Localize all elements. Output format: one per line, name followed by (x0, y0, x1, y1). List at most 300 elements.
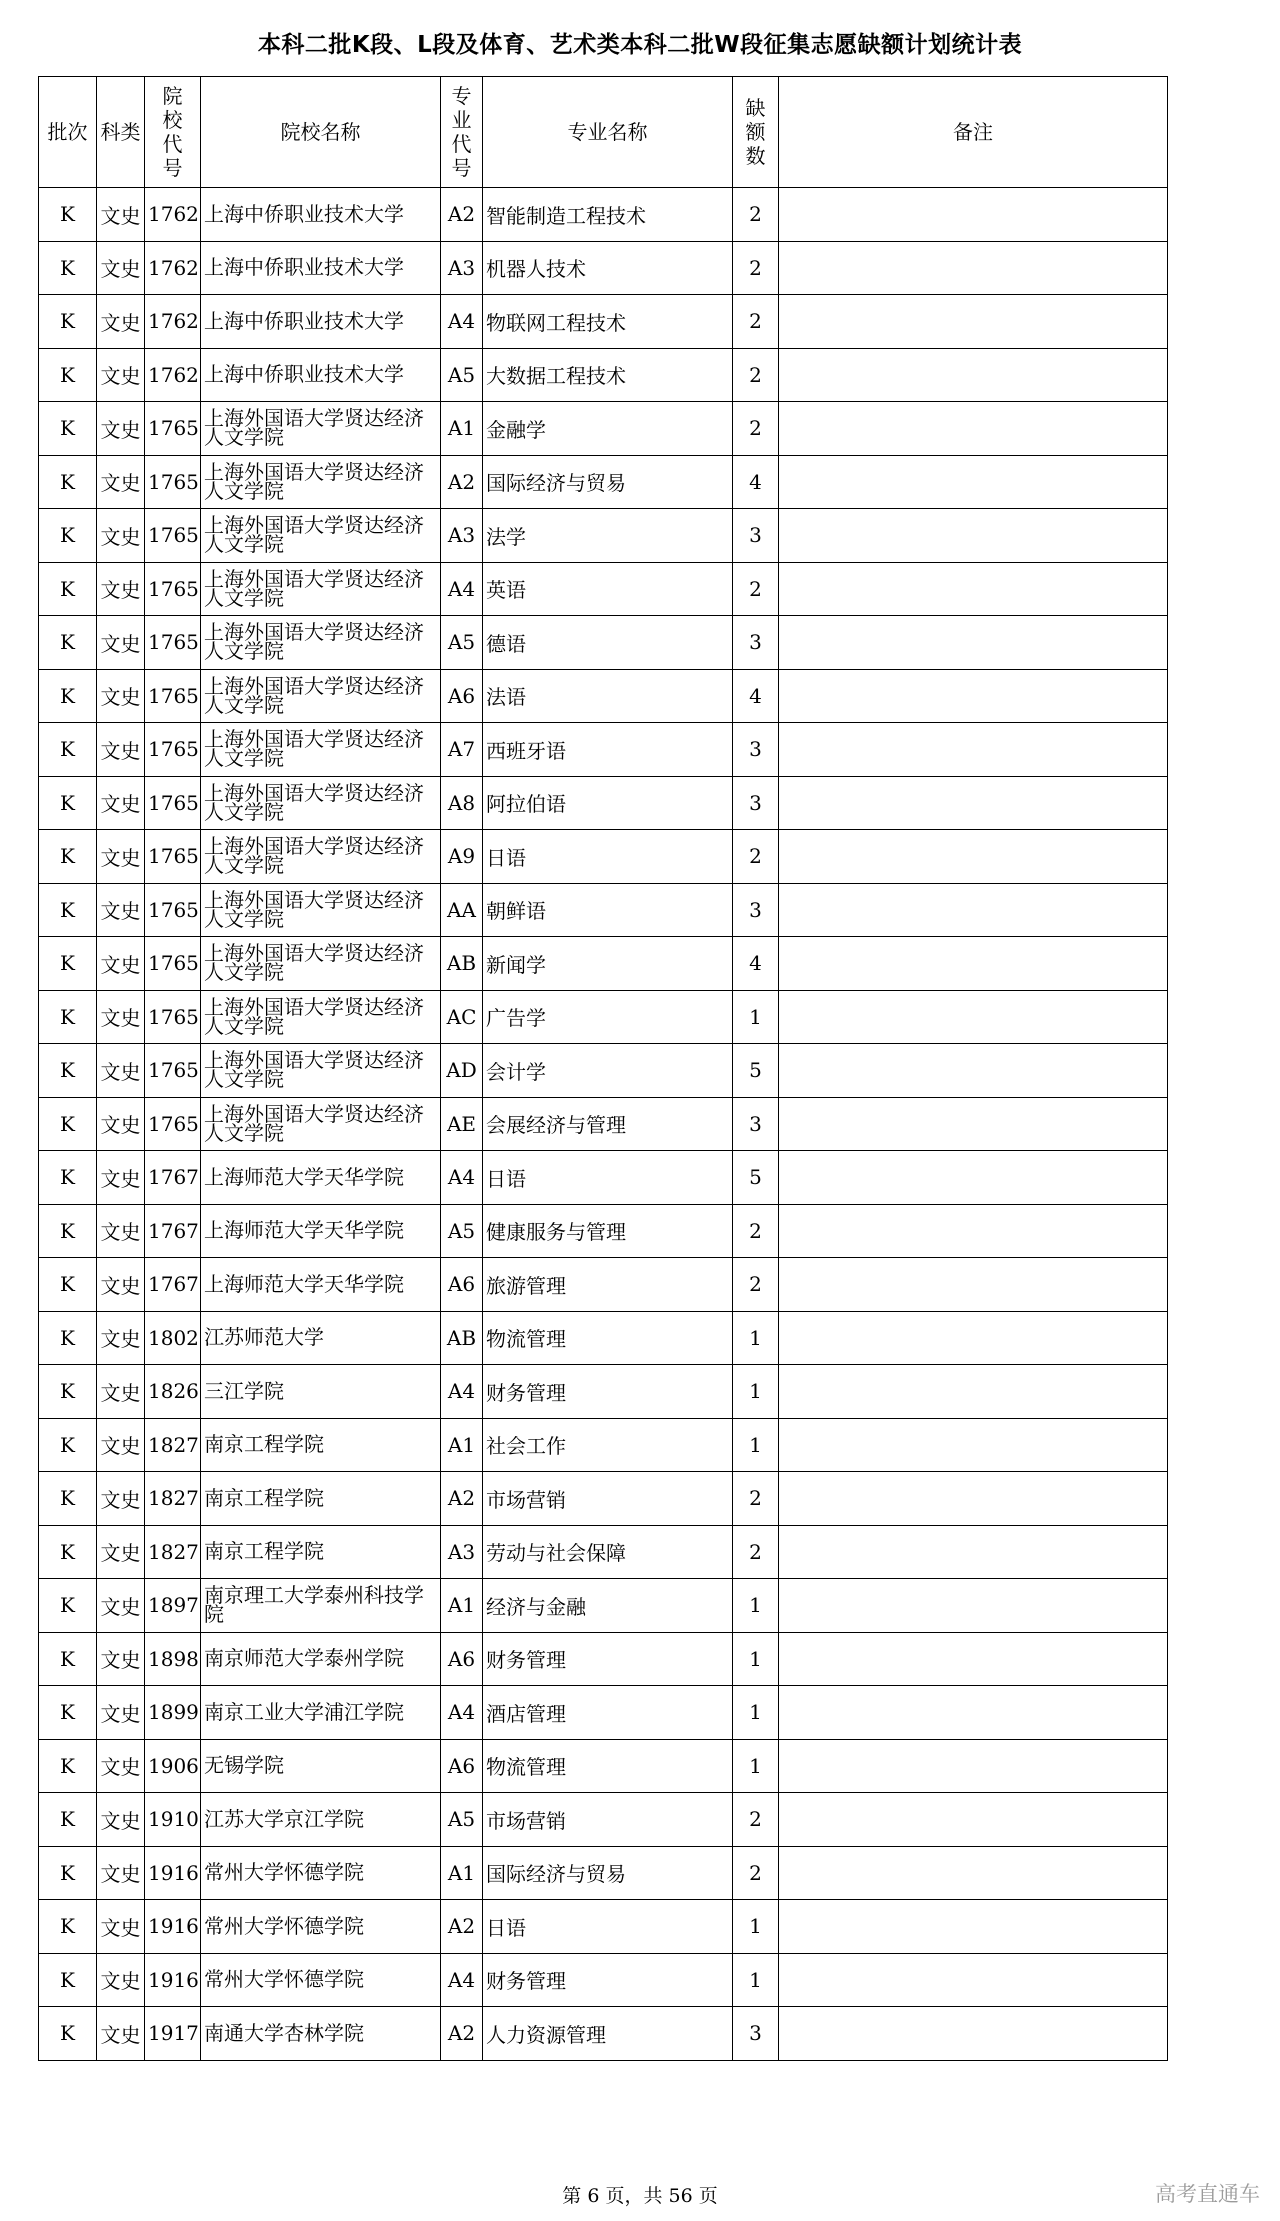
cell-vacancy: 2 (733, 348, 779, 402)
cell-remark (779, 1258, 1168, 1312)
cell-batch: K (39, 348, 97, 402)
cell-batch: K (39, 1579, 97, 1633)
cell-batch: K (39, 1365, 97, 1419)
cell-major-code: A4 (441, 1953, 483, 2007)
table-row (39, 616, 1168, 670)
cell-major-name: 法语 (483, 669, 733, 723)
cell-school-code: 1916 (145, 1846, 201, 1900)
cell-vacancy: 2 (733, 1258, 779, 1312)
cell-major-code: A5 (441, 1793, 483, 1847)
cell-vacancy: 2 (733, 295, 779, 349)
cell-school-name: 江苏师范大学 (201, 1311, 441, 1365)
cell-remark (779, 241, 1168, 295)
cell-school-name: 上海外国语大学贤达经济人文学院 (201, 562, 441, 616)
cell-major-code: A7 (441, 723, 483, 777)
cell-major-code: A3 (441, 1525, 483, 1579)
table-row (39, 776, 1168, 830)
cell-major-name: 市场营销 (483, 1793, 733, 1847)
table-row (39, 1472, 1168, 1526)
cell-vacancy: 4 (733, 669, 779, 723)
cell-major-code: A5 (441, 616, 483, 670)
cell-school-code: 1762 (145, 348, 201, 402)
cell-school-code: 1827 (145, 1418, 201, 1472)
cell-vacancy: 2 (733, 1846, 779, 1900)
cell-major-name: 人力资源管理 (483, 2007, 733, 2061)
cell-major-code: A3 (441, 509, 483, 563)
cell-school-code: 1765 (145, 1044, 201, 1098)
cell-major-name: 物流管理 (483, 1311, 733, 1365)
cell-school-code: 1765 (145, 509, 201, 563)
cell-remark (779, 1793, 1168, 1847)
cell-school-name: 上海外国语大学贤达经济人文学院 (201, 830, 441, 884)
cell-vacancy: 4 (733, 455, 779, 509)
cell-batch: K (39, 990, 97, 1044)
cell-vacancy: 3 (733, 776, 779, 830)
cell-batch: K (39, 1044, 97, 1098)
cell-remark (779, 1525, 1168, 1579)
cell-vacancy: 1 (733, 1953, 779, 2007)
cell-category: 文史 (97, 455, 145, 509)
cell-school-name: 上海外国语大学贤达经济人文学院 (201, 669, 441, 723)
cell-category: 文史 (97, 1739, 145, 1793)
cell-school-code: 1767 (145, 1204, 201, 1258)
cell-category: 文史 (97, 562, 145, 616)
cell-major-name: 法学 (483, 509, 733, 563)
cell-batch: K (39, 1258, 97, 1312)
cell-category: 文史 (97, 776, 145, 830)
cell-remark (779, 1953, 1168, 2007)
cell-major-name: 新闻学 (483, 937, 733, 991)
cell-school-code: 1765 (145, 937, 201, 991)
cell-school-name: 南通大学杏林学院 (201, 2007, 441, 2061)
cell-remark (779, 562, 1168, 616)
table-row (39, 295, 1168, 349)
cell-school-code: 1762 (145, 241, 201, 295)
cell-major-name: 日语 (483, 1900, 733, 1954)
cell-school-name: 南京工程学院 (201, 1472, 441, 1526)
cell-category: 文史 (97, 723, 145, 777)
cell-category: 文史 (97, 1793, 145, 1847)
cell-batch: K (39, 1418, 97, 1472)
cell-school-code: 1906 (145, 1739, 201, 1793)
cell-school-name: 上海中侨职业技术大学 (201, 188, 441, 242)
table-row (39, 1365, 1168, 1419)
cell-batch: K (39, 1097, 97, 1151)
cell-remark (779, 509, 1168, 563)
cell-major-name: 西班牙语 (483, 723, 733, 777)
table-row (39, 883, 1168, 937)
cell-major-name: 机器人技术 (483, 241, 733, 295)
cell-category: 文史 (97, 1953, 145, 2007)
cell-major-name: 社会工作 (483, 1418, 733, 1472)
cell-major-name: 阿拉伯语 (483, 776, 733, 830)
table-row (39, 241, 1168, 295)
cell-school-code: 1765 (145, 1097, 201, 1151)
cell-major-code: A2 (441, 188, 483, 242)
cell-vacancy: 3 (733, 509, 779, 563)
cell-category: 文史 (97, 1579, 145, 1633)
cell-vacancy: 1 (733, 1900, 779, 1954)
cell-batch: K (39, 562, 97, 616)
cell-remark (779, 455, 1168, 509)
cell-school-name: 上海外国语大学贤达经济人文学院 (201, 616, 441, 670)
table-row (39, 1686, 1168, 1740)
cell-vacancy: 1 (733, 1739, 779, 1793)
table-row (39, 1258, 1168, 1312)
cell-major-code: A6 (441, 1632, 483, 1686)
cell-major-name: 会展经济与管理 (483, 1097, 733, 1151)
cell-school-code: 1765 (145, 616, 201, 670)
cell-school-name: 南京师范大学泰州学院 (201, 1632, 441, 1686)
cell-major-code: A1 (441, 402, 483, 456)
cell-school-name: 无锡学院 (201, 1739, 441, 1793)
cell-major-code: A2 (441, 2007, 483, 2061)
cell-vacancy: 2 (733, 402, 779, 456)
cell-school-name: 上海中侨职业技术大学 (201, 295, 441, 349)
table-row (39, 1846, 1168, 1900)
cell-category: 文史 (97, 1151, 145, 1205)
cell-major-name: 广告学 (483, 990, 733, 1044)
table-row (39, 1953, 1168, 2007)
table-row (39, 669, 1168, 723)
cell-major-code: A5 (441, 348, 483, 402)
cell-school-code: 1827 (145, 1525, 201, 1579)
cell-school-name: 南京工程学院 (201, 1525, 441, 1579)
table-row (39, 990, 1168, 1044)
cell-school-code: 1762 (145, 188, 201, 242)
table-row (39, 1204, 1168, 1258)
cell-major-name: 金融学 (483, 402, 733, 456)
table-row (39, 1900, 1168, 1954)
cell-vacancy: 3 (733, 883, 779, 937)
header-school-name: 院校名称 (201, 77, 441, 188)
cell-major-name: 会计学 (483, 1044, 733, 1098)
cell-remark (779, 883, 1168, 937)
table-row (39, 1579, 1168, 1633)
cell-remark (779, 1632, 1168, 1686)
header-major-name: 专业名称 (483, 77, 733, 188)
cell-remark (779, 669, 1168, 723)
cell-major-name: 酒店管理 (483, 1686, 733, 1740)
cell-school-code: 1765 (145, 455, 201, 509)
cell-batch: K (39, 1900, 97, 1954)
cell-remark (779, 402, 1168, 456)
cell-batch: K (39, 1739, 97, 1793)
cell-vacancy: 4 (733, 937, 779, 991)
cell-batch: K (39, 1793, 97, 1847)
cell-remark (779, 616, 1168, 670)
cell-school-name: 上海外国语大学贤达经济人文学院 (201, 937, 441, 991)
table-row (39, 1418, 1168, 1472)
cell-school-name: 南京工程学院 (201, 1418, 441, 1472)
cell-school-name: 上海师范大学天华学院 (201, 1258, 441, 1312)
cell-vacancy: 3 (733, 1097, 779, 1151)
cell-vacancy: 1 (733, 990, 779, 1044)
cell-major-name: 日语 (483, 1151, 733, 1205)
cell-remark (779, 830, 1168, 884)
cell-batch: K (39, 1846, 97, 1900)
table-row (39, 509, 1168, 563)
page-title: 本科二批K段、L段及体育、艺术类本科二批W段征集志愿缺额计划统计表 (257, 32, 1023, 58)
cell-school-code: 1802 (145, 1311, 201, 1365)
cell-batch: K (39, 776, 97, 830)
cell-batch: K (39, 402, 97, 456)
page-footer: 第 6 页，共 56 页 (562, 2185, 718, 2207)
cell-batch: K (39, 1686, 97, 1740)
cell-major-code: AC (441, 990, 483, 1044)
cell-major-code: A2 (441, 1900, 483, 1954)
cell-batch: K (39, 188, 97, 242)
cell-school-code: 1899 (145, 1686, 201, 1740)
cell-major-name: 健康服务与管理 (483, 1204, 733, 1258)
cell-school-name: 上海外国语大学贤达经济人文学院 (201, 776, 441, 830)
cell-category: 文史 (97, 1097, 145, 1151)
cell-vacancy: 1 (733, 1365, 779, 1419)
cell-category: 文史 (97, 1472, 145, 1526)
cell-school-name: 上海外国语大学贤达经济人文学院 (201, 402, 441, 456)
table-row (39, 2007, 1168, 2061)
cell-school-name: 上海中侨职业技术大学 (201, 241, 441, 295)
cell-batch: K (39, 830, 97, 884)
cell-category: 文史 (97, 1632, 145, 1686)
cell-category: 文史 (97, 1525, 145, 1579)
cell-school-code: 1767 (145, 1258, 201, 1312)
cell-batch: K (39, 616, 97, 670)
cell-major-name: 经济与金融 (483, 1579, 733, 1633)
cell-major-name: 财务管理 (483, 1632, 733, 1686)
table-row (39, 1311, 1168, 1365)
cell-category: 文史 (97, 241, 145, 295)
cell-major-code: AE (441, 1097, 483, 1151)
cell-major-code: A4 (441, 1686, 483, 1740)
cell-batch: K (39, 241, 97, 295)
cell-school-code: 1765 (145, 402, 201, 456)
cell-major-code: A4 (441, 295, 483, 349)
cell-category: 文史 (97, 1900, 145, 1954)
cell-school-code: 1897 (145, 1579, 201, 1633)
cell-major-name: 国际经济与贸易 (483, 1846, 733, 1900)
cell-category: 文史 (97, 1418, 145, 1472)
cell-school-code: 1916 (145, 1900, 201, 1954)
cell-major-code: A1 (441, 1846, 483, 1900)
cell-school-name: 三江学院 (201, 1365, 441, 1419)
cell-major-code: A4 (441, 1151, 483, 1205)
cell-vacancy: 2 (733, 1793, 779, 1847)
cell-major-name: 物联网工程技术 (483, 295, 733, 349)
cell-vacancy: 5 (733, 1044, 779, 1098)
cell-category: 文史 (97, 509, 145, 563)
cell-category: 文史 (97, 1846, 145, 1900)
cell-major-code: AB (441, 937, 483, 991)
cell-remark (779, 188, 1168, 242)
cell-batch: K (39, 295, 97, 349)
vacancy-table (38, 76, 1168, 2061)
cell-batch: K (39, 1953, 97, 2007)
cell-vacancy: 2 (733, 1204, 779, 1258)
cell-remark (779, 1097, 1168, 1151)
cell-category: 文史 (97, 1365, 145, 1419)
cell-category: 文史 (97, 1204, 145, 1258)
cell-school-code: 1827 (145, 1472, 201, 1526)
cell-school-name: 上海师范大学天华学院 (201, 1151, 441, 1205)
cell-batch: K (39, 883, 97, 937)
cell-category: 文史 (97, 2007, 145, 2061)
cell-school-name: 常州大学怀德学院 (201, 1846, 441, 1900)
cell-remark (779, 937, 1168, 991)
table-row (39, 723, 1168, 777)
cell-major-code: A2 (441, 1472, 483, 1526)
cell-remark (779, 348, 1168, 402)
cell-vacancy: 1 (733, 1311, 779, 1365)
cell-school-name: 南京工业大学浦江学院 (201, 1686, 441, 1740)
cell-remark (779, 776, 1168, 830)
cell-school-code: 1826 (145, 1365, 201, 1419)
cell-category: 文史 (97, 1686, 145, 1740)
cell-school-code: 1765 (145, 830, 201, 884)
cell-vacancy: 1 (733, 1418, 779, 1472)
cell-major-name: 英语 (483, 562, 733, 616)
cell-remark (779, 1418, 1168, 1472)
cell-vacancy: 1 (733, 1579, 779, 1633)
cell-vacancy: 1 (733, 1686, 779, 1740)
cell-vacancy: 5 (733, 1151, 779, 1205)
cell-school-name: 上海外国语大学贤达经济人文学院 (201, 509, 441, 563)
cell-school-code: 1765 (145, 669, 201, 723)
cell-category: 文史 (97, 669, 145, 723)
cell-remark (779, 1311, 1168, 1365)
cell-school-code: 1917 (145, 2007, 201, 2061)
table-row (39, 1632, 1168, 1686)
table-row (39, 188, 1168, 242)
cell-major-name: 国际经济与贸易 (483, 455, 733, 509)
cell-major-code: AD (441, 1044, 483, 1098)
cell-school-code: 1765 (145, 562, 201, 616)
cell-major-code: A3 (441, 241, 483, 295)
cell-major-code: AB (441, 1311, 483, 1365)
cell-school-name: 常州大学怀德学院 (201, 1953, 441, 2007)
cell-batch: K (39, 1311, 97, 1365)
cell-batch: K (39, 1472, 97, 1526)
cell-major-code: A6 (441, 669, 483, 723)
cell-school-code: 1765 (145, 990, 201, 1044)
cell-school-name: 常州大学怀德学院 (201, 1900, 441, 1954)
cell-batch: K (39, 1151, 97, 1205)
cell-vacancy: 2 (733, 188, 779, 242)
cell-major-code: A5 (441, 1204, 483, 1258)
cell-major-code: A6 (441, 1258, 483, 1312)
cell-vacancy: 2 (733, 241, 779, 295)
cell-batch: K (39, 2007, 97, 2061)
cell-school-name: 南京理工大学泰州科技学院 (201, 1579, 441, 1633)
table-header-row (39, 77, 1168, 188)
cell-category: 文史 (97, 402, 145, 456)
cell-major-name: 德语 (483, 616, 733, 670)
cell-category: 文史 (97, 188, 145, 242)
cell-category: 文史 (97, 937, 145, 991)
table-row (39, 1097, 1168, 1151)
table-row (39, 1044, 1168, 1098)
cell-vacancy: 2 (733, 562, 779, 616)
cell-batch: K (39, 1204, 97, 1258)
cell-batch: K (39, 509, 97, 563)
cell-batch: K (39, 723, 97, 777)
cell-batch: K (39, 669, 97, 723)
cell-remark (779, 2007, 1168, 2061)
table-row (39, 1793, 1168, 1847)
cell-category: 文史 (97, 830, 145, 884)
header-batch: 批次 (39, 77, 97, 188)
table-row (39, 562, 1168, 616)
table-row (39, 830, 1168, 884)
header-remark: 备注 (779, 77, 1168, 188)
cell-category: 文史 (97, 1044, 145, 1098)
cell-school-code: 1765 (145, 883, 201, 937)
cell-school-name: 上海外国语大学贤达经济人文学院 (201, 1044, 441, 1098)
cell-remark (779, 1579, 1168, 1633)
cell-major-name: 财务管理 (483, 1953, 733, 2007)
cell-remark (779, 1204, 1168, 1258)
table-row (39, 1739, 1168, 1793)
cell-major-name: 旅游管理 (483, 1258, 733, 1312)
cell-major-code: A4 (441, 1365, 483, 1419)
cell-remark (779, 1686, 1168, 1740)
cell-batch: K (39, 1632, 97, 1686)
cell-remark (779, 990, 1168, 1044)
cell-major-code: A1 (441, 1579, 483, 1633)
cell-remark (779, 1044, 1168, 1098)
cell-major-code: A9 (441, 830, 483, 884)
cell-school-code: 1765 (145, 776, 201, 830)
cell-vacancy: 3 (733, 2007, 779, 2061)
table-row (39, 402, 1168, 456)
cell-remark (779, 1472, 1168, 1526)
cell-vacancy: 2 (733, 1472, 779, 1526)
cell-school-code: 1762 (145, 295, 201, 349)
cell-category: 文史 (97, 1258, 145, 1312)
cell-school-name: 上海外国语大学贤达经济人文学院 (201, 455, 441, 509)
cell-school-name: 江苏大学京江学院 (201, 1793, 441, 1847)
cell-batch: K (39, 937, 97, 991)
table-row (39, 455, 1168, 509)
cell-remark (779, 295, 1168, 349)
cell-category: 文史 (97, 295, 145, 349)
cell-remark (779, 1365, 1168, 1419)
table-row (39, 1151, 1168, 1205)
cell-remark (779, 723, 1168, 777)
table-row (39, 1525, 1168, 1579)
cell-batch: K (39, 1525, 97, 1579)
header-vacancy: 缺额数 (733, 77, 779, 188)
cell-school-code: 1767 (145, 1151, 201, 1205)
cell-major-name: 大数据工程技术 (483, 348, 733, 402)
cell-major-code: A6 (441, 1739, 483, 1793)
cell-category: 文史 (97, 348, 145, 402)
header-school-code: 院校代号 (145, 77, 201, 188)
cell-category: 文史 (97, 990, 145, 1044)
cell-school-code: 1898 (145, 1632, 201, 1686)
cell-school-code: 1916 (145, 1953, 201, 2007)
cell-school-name: 上海外国语大学贤达经济人文学院 (201, 883, 441, 937)
cell-vacancy: 1 (733, 1632, 779, 1686)
cell-major-name: 日语 (483, 830, 733, 884)
cell-remark (779, 1900, 1168, 1954)
cell-major-name: 物流管理 (483, 1739, 733, 1793)
cell-major-name: 智能制造工程技术 (483, 188, 733, 242)
cell-school-name: 上海中侨职业技术大学 (201, 348, 441, 402)
cell-major-code: A2 (441, 455, 483, 509)
cell-major-code: A4 (441, 562, 483, 616)
cell-vacancy: 2 (733, 830, 779, 884)
